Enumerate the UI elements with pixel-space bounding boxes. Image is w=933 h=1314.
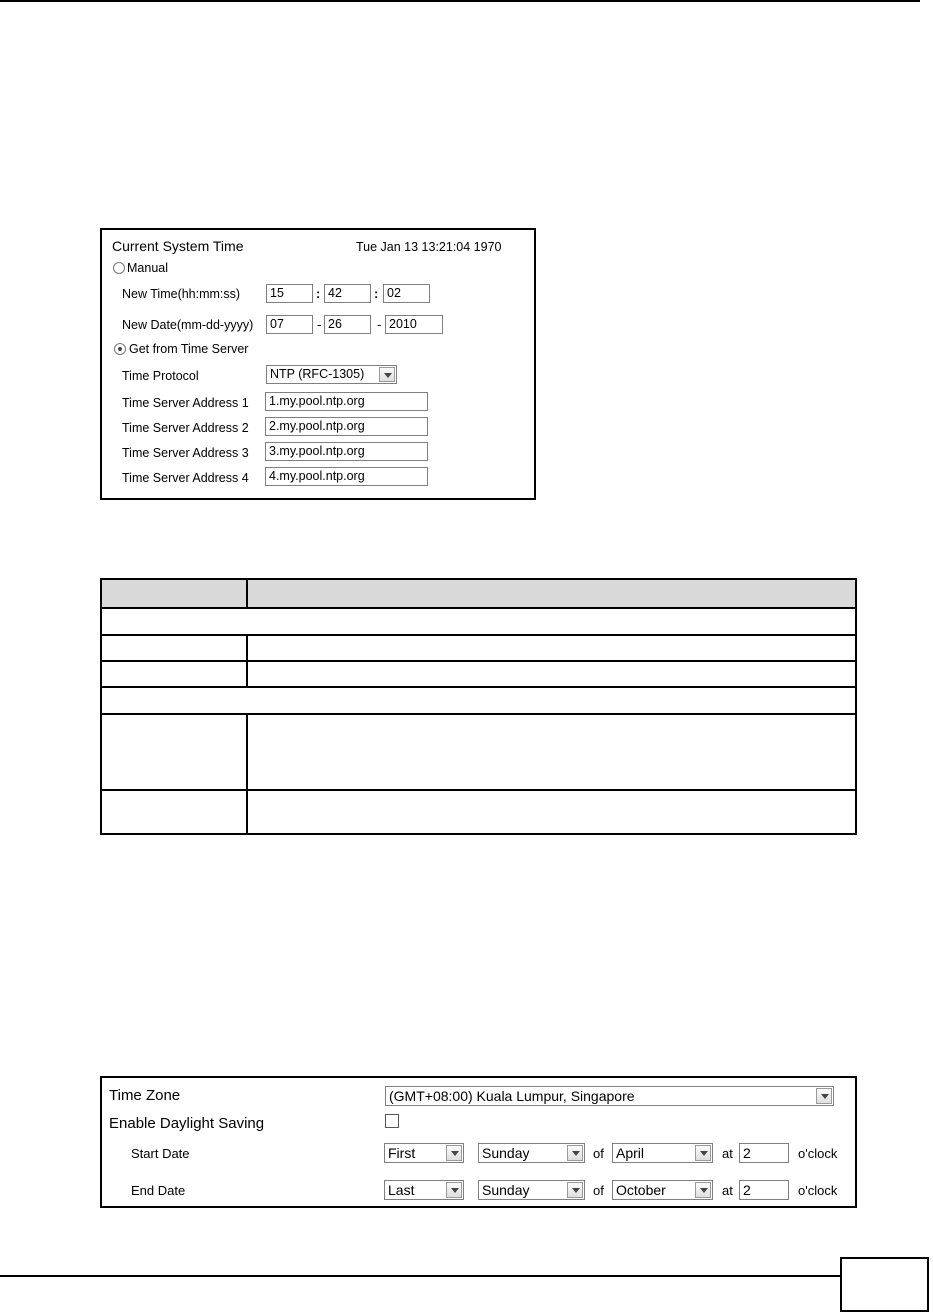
manual-radio[interactable] bbox=[113, 262, 125, 274]
server-address-label-4: Time Server Address 4 bbox=[122, 471, 249, 485]
at-label: at bbox=[722, 1183, 733, 1198]
table-cell bbox=[247, 635, 856, 661]
end-month-value: October bbox=[616, 1182, 666, 1198]
new-time-label: New Time(hh:mm:ss) bbox=[122, 287, 241, 301]
second-field[interactable]: 02 bbox=[383, 284, 430, 303]
daylight-saving-label: Enable Daylight Saving bbox=[109, 1115, 265, 1132]
manual-label: Manual bbox=[127, 261, 168, 275]
time-zone-value: (GMT+08:00) Kuala Lumpur, Singapore bbox=[389, 1088, 635, 1104]
field-description-table bbox=[100, 578, 857, 835]
table-section-cell bbox=[101, 687, 856, 714]
table-cell bbox=[101, 661, 247, 687]
end-week-value: Last bbox=[388, 1182, 415, 1198]
chevron-down-icon bbox=[446, 1145, 462, 1161]
table-cell bbox=[247, 790, 856, 834]
start-month-select[interactable] bbox=[612, 1143, 713, 1163]
day-field[interactable]: 26 bbox=[324, 315, 371, 334]
time-separator: : bbox=[316, 286, 321, 301]
time-zone-label: Time Zone bbox=[109, 1087, 181, 1104]
server-address-label-3: Time Server Address 3 bbox=[122, 446, 249, 460]
current-system-time-label: Current System Time bbox=[112, 238, 244, 254]
month-field[interactable]: 07 bbox=[266, 315, 313, 334]
end-day-value: Sunday bbox=[482, 1182, 530, 1198]
current-system-time-value: Tue Jan 13 13:21:04 1970 bbox=[356, 240, 502, 254]
table-cell bbox=[101, 635, 247, 661]
start-month-value: April bbox=[616, 1145, 645, 1161]
server-address-label-2: Time Server Address 2 bbox=[122, 421, 249, 435]
date-separator: - bbox=[317, 317, 322, 332]
table-header-cell bbox=[101, 579, 247, 608]
time-separator: : bbox=[374, 286, 379, 301]
time-zone-panel bbox=[100, 1076, 857, 1208]
table-cell bbox=[101, 714, 247, 790]
page-number-box bbox=[840, 1257, 929, 1312]
chevron-down-icon bbox=[567, 1182, 583, 1198]
time-server-label: Get from Time Server bbox=[129, 342, 249, 356]
table-row bbox=[101, 714, 856, 790]
at-label: at bbox=[722, 1146, 733, 1161]
chevron-down-icon bbox=[816, 1088, 832, 1104]
table-section-cell bbox=[101, 608, 856, 635]
of-label: of bbox=[593, 1183, 604, 1198]
time-protocol-label: Time Protocol bbox=[122, 369, 199, 383]
top-rule bbox=[0, 0, 920, 2]
table-row bbox=[101, 608, 856, 635]
end-week-select[interactable] bbox=[384, 1180, 464, 1200]
table-header-row bbox=[101, 579, 856, 608]
daylight-saving-checkbox[interactable] bbox=[385, 1114, 399, 1128]
table-cell bbox=[247, 714, 856, 790]
year-field[interactable]: 2010 bbox=[385, 315, 443, 334]
of-label: of bbox=[593, 1146, 604, 1161]
hour-field[interactable]: 15 bbox=[266, 284, 313, 303]
end-date-label: End Date bbox=[131, 1183, 186, 1198]
minute-field[interactable]: 42 bbox=[324, 284, 371, 303]
server-address-field-2[interactable]: 2.my.pool.ntp.org bbox=[265, 417, 428, 436]
chevron-down-icon bbox=[379, 367, 395, 382]
time-server-radio[interactable] bbox=[114, 343, 126, 355]
table-row bbox=[101, 661, 856, 687]
start-week-select[interactable] bbox=[384, 1143, 464, 1163]
table-row bbox=[101, 790, 856, 834]
start-day-value: Sunday bbox=[482, 1145, 530, 1161]
server-address-field-1[interactable]: 1.my.pool.ntp.org bbox=[265, 392, 428, 411]
end-month-select[interactable] bbox=[612, 1180, 713, 1200]
table-row bbox=[101, 687, 856, 714]
start-hour-field[interactable]: 2 bbox=[739, 1143, 789, 1163]
date-separator: - bbox=[377, 317, 382, 332]
server-address-label-1: Time Server Address 1 bbox=[122, 396, 249, 410]
table-row bbox=[101, 635, 856, 661]
server-address-field-3[interactable]: 3.my.pool.ntp.org bbox=[265, 442, 428, 461]
end-hour-field[interactable]: 2 bbox=[739, 1180, 789, 1200]
bottom-rule bbox=[0, 1275, 840, 1277]
end-day-select[interactable] bbox=[478, 1180, 585, 1200]
server-address-field-4[interactable]: 4.my.pool.ntp.org bbox=[265, 467, 428, 486]
time-protocol-value: NTP (RFC-1305) bbox=[270, 367, 365, 381]
time-zone-select[interactable] bbox=[385, 1086, 834, 1106]
chevron-down-icon bbox=[695, 1145, 711, 1161]
oclock-label: o'clock bbox=[798, 1183, 838, 1198]
system-time-panel bbox=[100, 228, 536, 500]
table-cell bbox=[101, 790, 247, 834]
time-protocol-select[interactable] bbox=[266, 365, 397, 384]
new-date-label: New Date(mm-dd-yyyy) bbox=[122, 318, 254, 332]
table-header-cell bbox=[247, 579, 856, 608]
table-cell bbox=[247, 661, 856, 687]
chevron-down-icon bbox=[567, 1145, 583, 1161]
chevron-down-icon bbox=[446, 1182, 462, 1198]
start-day-select[interactable] bbox=[478, 1143, 585, 1163]
start-week-value: First bbox=[388, 1145, 416, 1161]
start-date-label: Start Date bbox=[131, 1146, 190, 1161]
chevron-down-icon bbox=[695, 1182, 711, 1198]
oclock-label: o'clock bbox=[798, 1146, 838, 1161]
